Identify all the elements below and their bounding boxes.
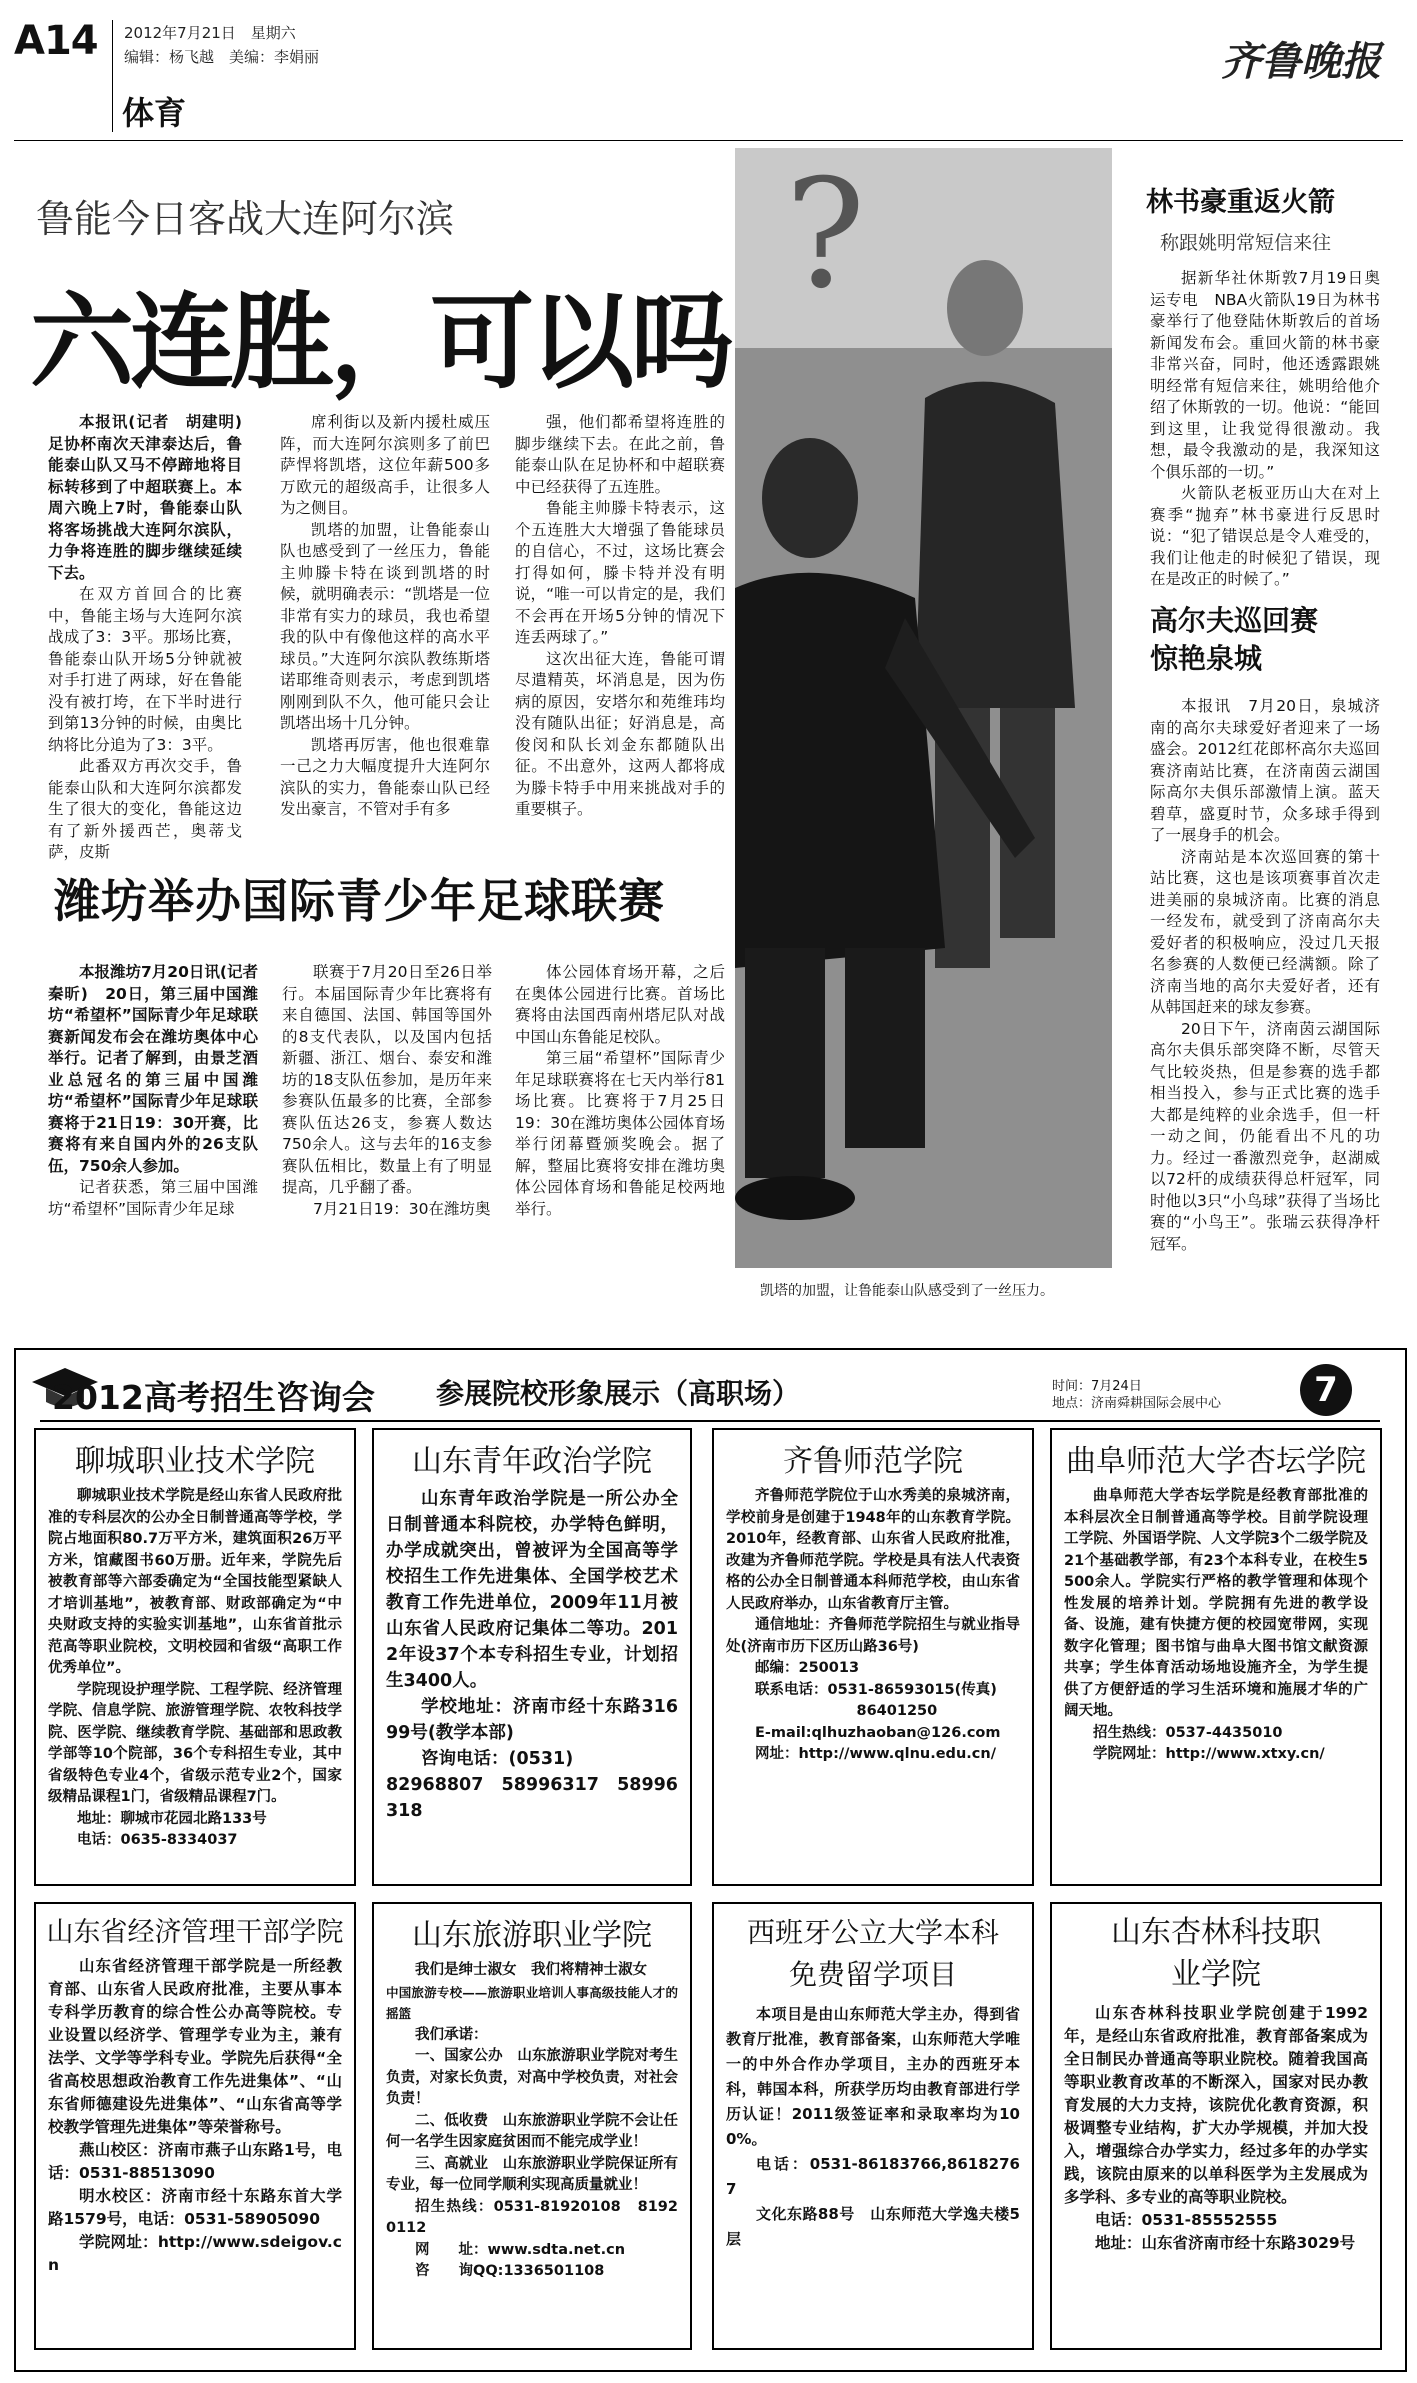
paragraph: 本报讯(记者 胡建明) 足协杯南次天津泰达后，鲁能泰山队又马不停蹄地将目标转移到了中超联赛上。本周六晚上7时，鲁能泰山队将客场挑战大连阿尔滨队，力争将连胜的脚步继续延续下去。 [48, 413, 258, 582]
paragraph: 席利街以及新内援杜威压阵，而大连阿尔滨则多了前巴萨悍将凯塔，这位年薪500多万欧元的超级高手，让很多人为之侧目。 [280, 413, 490, 517]
email: E-mail:qlhuzhaoban@126.com [755, 1724, 1001, 1741]
paragraph: 山东杏林科技职业学院创建于1992年，是经山东省政府批准，教育部备案成为全日制民办普通高等职业院校。随着我国高等职业教育改革的不断深入，国家对民办教育发展的大力支持，该院优化教育资源，积极调整专业结构，扩大办学规模，并加大投入，增强综合办学实力，经过多年的办学实践，该院由原来的以单科医学为主发展成为多学科、多专业的高等职业院校。 [1064, 2004, 1368, 2206]
sidebar-headline-lin: 林书豪重返火箭 [1146, 187, 1335, 218]
paragraph: 凯塔再厉害，他也很难靠一己之力大幅度提升大连阿尔滨队的实力，鲁能泰山队已经发出豪言，不管对手有多 [280, 735, 490, 818]
website: 网 址：www.sdta.net.cn [415, 2241, 626, 2258]
school-card-xinglin [1050, 1902, 1382, 2350]
ad-time: 时间：7月24日 [1052, 1379, 1142, 1394]
school-card-qilu [712, 1428, 1034, 1886]
paragraph: 第三届“希望杯”国际青少年足球联赛将在七天内举行81场比赛。比赛将于7月25日19：30在潍坊奥体公园体育场举行闭幕暨颁奖晚会。据了解，整届比赛将安排在潍坊奥体公园体育场和鲁能足校两地举行。 [515, 1049, 725, 1218]
promise-2: 二、低收费 山东旅游职业学院不会让任何一名学生因家庭贫困而不能完成学业！ [386, 2112, 678, 2150]
weifang-column-1 [48, 962, 274, 1220]
main-story-column-1 [48, 412, 258, 864]
school-description [1052, 1996, 1380, 2255]
school-description [374, 1480, 690, 1824]
paragraph: 体公园体育场开幕，之后在奥体公园进行比赛。首场比赛将由法国西南州塔尼队对战中国山东鲁能足校队。 [515, 963, 725, 1046]
ad-title: 2012高考招生咨询会 [52, 1378, 375, 1417]
website: 网址：http://www.qlnu.edu.cn/ [755, 1746, 996, 1762]
postcode: 邮编：250013 [755, 1660, 860, 1676]
promise-3: 三、高就业 山东旅游职业学院保证所有专业，每一位同学顺利实现高质量就业！ [386, 2155, 678, 2193]
website: 学院网址：http://www.xtxy.cn/ [1093, 1746, 1325, 1762]
story-kicker: 鲁能今日客战大连阿尔滨 [36, 197, 455, 241]
paragraph: 凯塔的加盟，让鲁能泰山队也感受到了一丝压力，鲁能主帅滕卡特在谈到凯塔的时候，就明确表示：“凯塔是一位非常有实力的球员，我也希望我的队中有像他这样的高水平球员。”大连阿尔滨队教练斯塔诺耶维奇则表示，考虑到凯塔刚刚到队不久，他可能只会让凯塔出场十几分钟。 [280, 520, 490, 732]
school-name: 聊城职业技术学院 [75, 1444, 315, 1479]
address: 地址：聊城市花园北路133号 [77, 1810, 267, 1827]
paragraph: 鲁能主帅滕卡特表示，这个五连胜大大增强了鲁能球员的自信心，不过，这场比赛会打得如何，滕卡特并没有明说，“唯一可以肯定的是，我们不会再在开场5分钟的情况下连丢两球了。” [515, 499, 725, 646]
paragraph: 火箭队老板亚历山大在对上赛季“抛弃”林书豪进行反思时说：“犯了错误总是令人难受的，我们让他走的时候犯了错误，现在是改正的时候了。” [1150, 484, 1380, 588]
phone: 联系电话：0531-86593015(传真) [755, 1681, 997, 1698]
phone: 电话：0531-85552555 [1095, 2211, 1278, 2229]
phone-2: 86401250 [856, 1703, 938, 1719]
school-card-lvyou [372, 1902, 692, 2350]
header-rule [14, 140, 1403, 141]
promise-1: 一、国家公办 山东旅游职业学院对考生负责，对家长负责，对高中学校负责，对社会负责！ [386, 2048, 678, 2107]
paragraph: 齐鲁师范学院位于山水秀美的泉城济南，学校前身是创建于1948年的山东教育学院。2010年，经教育部、山东省人民政府批准，改建为齐鲁师范学院。学校是具有法人代表资格的公办全日制普通本科师范学校，由山东省人民政府举办，山东省教育厅主管。 [726, 1488, 1020, 1612]
paragraph: 聊城职业技术学院是经山东省人民政府批准的专科层次的公办全日制普通高等学校，学院占地面积80.7万平方米，建筑面积26万平方米，馆藏图书60万册。近年来，学院先后被教育部等六部委确定为“全国技能型紧缺人才培训基地”，被教育部、财政部确定为“中央财政支持的实验实训基地”，山东省首批示范高等职业院校，文明校园和省级“高职工作优秀单位”。 [48, 1488, 342, 1676]
ad-subtitle: 参展院校形象展示（高职场） [436, 1377, 801, 1410]
school-description [36, 1949, 354, 2277]
school-card-qingnian [372, 1428, 692, 1886]
paragraph: 7月21日19：30在潍坊奥 [313, 1199, 491, 1218]
school-name: 曲阜师范大学杏坛学院 [1066, 1444, 1366, 1479]
phone-numbers: 82968807 58996317 58996318 [386, 1775, 678, 1821]
slogan: 我们是绅士淑女 我们将精神士淑女 [415, 1962, 647, 1978]
school-card-jingji [34, 1902, 356, 2350]
paragraph: 济南站是本次巡回赛的第十站比赛，这也是该项赛事首次走进美丽的泉城济南。比赛的消息一经发布，就受到了济南高尔夫爱好者的积极响应，没过几天报名参赛的人数便已经满额。除了济南当地的高尔夫爱好者，还有从韩国赶来的球友参赛。 [1150, 847, 1380, 1016]
paragraph: 曲阜师范大学杏坛学院是经教育部批准的本科层次全日制普通高等学校。目前学院设理工学院、外国语学院、人文学院3个二级学院及21个基础教学部，有23个本科专业，在校生5500余人。学院实行严格的教学管理和体现个性发展的培养计划。学院拥有先进的教学设备、设施，建有快捷方便的校园宽带网，实现数字化管理；图书馆与曲阜大图书馆文献资源共享；学生体育活动场地设施齐全，为学生提供了方便舒适的学习生活环境和施展才华的广阔天地。 [1064, 1488, 1368, 1719]
main-story-column-2 [280, 412, 490, 821]
school-name: 西班牙公立大学本科免费留学项目 [746, 1917, 999, 1990]
phone: 招生热线：0531-81920108 81920112 [386, 2198, 678, 2236]
tagline: 中国旅游专校——旅游职业培训人事高级技能人才的摇篮 [386, 1984, 678, 2021]
question-mark-graphic: ? [785, 148, 866, 322]
sidebar-story-golf [1150, 696, 1380, 1255]
phone: 招生热线：0537-4435010 [1093, 1724, 1283, 1741]
ad-schedule [1052, 1378, 1221, 1412]
school-description [374, 1954, 690, 2283]
ad-issue-number-badge: 7 [1300, 1364, 1352, 1416]
paragraph: 强，他们都希望将连胜的脚步继续下去。在此之前，鲁能泰山队在足协杯和中超联赛中已经获得了五连胜。 [515, 413, 725, 496]
school-description [714, 1996, 1032, 2252]
photo-caption: 凯塔的加盟，让鲁能泰山队感受到了一丝压力。 [760, 1283, 1054, 1299]
school-card-xingtan [1050, 1428, 1382, 1886]
date-line: 2012年7月21日 星期六 [124, 24, 296, 42]
paragraph: 20日下午，济南茵云湖国际高尔夫俱乐部突降不断，尽管天气比较炎热，但是参赛的选手都相当投入，参与正式比赛的选手大都是纯粹的业余选手，但一杆一动之间，仍能看出不凡的功力。经过一番激烈竞争，赵湖威以72杆的成绩获得总杆冠军，同时他以3只“小鸟球”获得了当场比赛的“小鸟王”。张瑞云获得净杆冠军。 [1150, 1019, 1380, 1253]
header-divider [112, 20, 113, 132]
qq: 咨 询QQ:1336501108 [415, 2263, 605, 2279]
sidebar-subtitle-lin: 称跟姚明常短信来往 [1160, 232, 1332, 254]
paragraph: 本项目是由山东师范大学主办，得到省教育厅批准，教育部备案，山东师范大学唯一的中外合作办学项目，主办的西班牙本科，韩国本科，所获学历均由教育部进行学历认证！2011级签证率和录取率均为100%。 [726, 2005, 1020, 2148]
weifang-headline: 潍坊举办国际青少年足球联赛 [54, 874, 665, 928]
paragraph: 学院现设护理学院、工程学院、经济管理学院、信息学院、旅游管理学院、农牧科技学院、医学院、继续教育学院、基础部和思政教学部等10个院部，36个专科招生专业，其中省级特色专业4个，省级示范专业2个，国家级精品课程1门，省级精品课程7门。 [48, 1681, 342, 1805]
address: 文化东路88号 山东师范大学逸夫楼5层 [726, 2205, 1020, 2248]
school-name: 山东省经济管理干部学院 [46, 1917, 344, 1948]
paragraph: 这次出征大连，鲁能可谓尽遣精英，坏消息是，因为伤病的原因，安塔尔和苑维玮均没有随队出征；好消息是，高俊闵和队长刘金东都随队出征。不出意外，这两人都将成为滕卡特手中用来挑战对手的重要棋子。 [515, 649, 725, 818]
phone-label: 咨询电话：(0531) [421, 1749, 574, 1769]
school-description [36, 1480, 354, 1852]
paragraph: 联赛于7月20日至26日举行。本届国际青少年比赛将有来自德国、法国、韩国等国外的8支代表队，以及国内包括新疆、浙江、烟台、泰安和潍坊的18支队伍参加，是历年来参赛队伍最多的比赛，全部参赛队伍达26支，参赛人数达750余人。这与去年的16支参赛队伍相比，数量上有了明显提高，几乎翻了番。 [282, 963, 492, 1196]
campus-yanshan: 燕山校区：济南市燕子山东路1号，电话：0531-88513090 [48, 2141, 342, 2182]
school-description [1052, 1480, 1380, 1766]
sidebar-headline-golf: 高尔夫巡回赛惊艳泉城 [1150, 604, 1319, 675]
weifang-column-2 [282, 962, 492, 1220]
newspaper-logo: 齐鲁晚报 [1221, 38, 1381, 85]
phone: 电话：0635-8334037 [77, 1832, 238, 1848]
ad-place: 地点：济南舜耕国际会展中心 [1052, 1396, 1222, 1411]
phone: 电话：0531-86183766,86182767 [726, 2155, 1020, 2198]
ad-divider [40, 1420, 1380, 1422]
school-name: 山东旅游职业学院 [412, 1918, 652, 1953]
sidebar-story-lin [1150, 268, 1380, 591]
school-name: 山东青年政治学院 [412, 1444, 652, 1479]
paragraph: 本报潍坊7月20日讯(记者 秦昕) 20日，第三届中国潍坊“希望杯”国际青少年足球联赛新闻发布会在潍坊奥体中心举行。记者了解到，由景芝酒业总冠名的第三届中国潍坊“希望杯”国际青少年足球联赛将于21日19：30开赛，比赛将有来自国内外的26支队伍，750余人参加。 [48, 963, 274, 1175]
promise-heading: 我们承诺： [415, 2026, 488, 2043]
campus-mingshui: 明水校区：济南市经十东路东首大学路1579号，电话：0531-58905090 [48, 2187, 342, 2228]
weifang-column-3 [515, 962, 725, 1220]
address: 通信地址：齐鲁师范学院招生与就业指导处(济南市历下区历山路36号) [726, 1617, 1020, 1655]
school-description [714, 1480, 1032, 1766]
school-card-liaocheng [34, 1428, 356, 1886]
section-name: 体育 [122, 94, 187, 132]
address: 地址：山东省济南市经十东路3029号 [1095, 2234, 1356, 2252]
editor-line: 编辑：杨飞越 美编：李娟丽 [124, 48, 320, 66]
paragraph: 山东省经济管理干部学院是一所经教育部、山东省人民政府批准，主要从事本专科学历教育的综合性公办高等院校。专业设置以经济学、管理学专业为主，兼有法学、文学等学科专业。学院先后获得“全省高校思想政治教育工作先进集体”、“山东省师德建设先进集体”、“山东省高等学校教学管理先进集体”等荣誉称号。 [48, 1957, 342, 2136]
paragraph: 山东青年政治学院是一所公办全日制普通本科院校，办学特色鲜明，办学成就突出，曾被评为全国高等学校招生工作先进集体、全国学校艺术教育工作先进单位，2009年11月被山东省人民政府记集体二等功。2012年设37个本专科招生专业，计划招生3400人。 [386, 1489, 678, 1691]
paragraph: 在双方首回合的比赛中，鲁能主场与大连阿尔滨战成了3：3平。那场比赛，鲁能泰山队开场5分钟就被对手打进了两球，好在鲁能没有被打垮，在下半时进行到第13分钟的时候，由奥比纳将比分追为了3：3平。 [48, 585, 242, 754]
school-card-spain [712, 1902, 1034, 2350]
page-number: A14 [14, 18, 98, 64]
paragraph: 本报讯 7月20日，泉城济南的高尔夫球爱好者迎来了一场盛会。2012红花郎杯高尔夫巡回赛济南站比赛，在济南茵云湖国际高尔夫俱乐部激情上演。蓝天碧草，盛夏时节，众多球手得到了一展身手的机会。 [1150, 697, 1380, 844]
paragraph: 记者获悉，第三届中国潍坊“希望杯”国际青少年足球 [48, 1178, 258, 1218]
website: 学院网址：http://www.sdeigov.cn [48, 2233, 342, 2274]
paragraph: 据新华社休斯敦7月19日奥运专电 NBA火箭队19日为林书豪举行了他登陆休斯敦后的首场新闻发布会。重回火箭的林书豪非常兴奋，同时，他还透露跟姚明经常有短信来往，姚明给他介绍了休斯敦的一切。他说：“能回到这里，让我觉得很激动。我想，最令我激动的是，我深知这个俱乐部的一切。” [1150, 269, 1380, 481]
story-headline: 六连胜，可以吗 [30, 280, 731, 403]
address: 学校地址：济南市经十东路31699号(教学本部) [386, 1697, 678, 1743]
school-name: 齐鲁师范学院 [783, 1444, 963, 1479]
school-name: 山东杏林科技职业学院 [1111, 1915, 1321, 1992]
paragraph: 此番双方再次交手，鲁能泰山队和大连阿尔滨都发生了很大的变化，鲁能这边有了新外援西芒，奥蒂戈萨，皮斯 [48, 757, 242, 861]
main-story-column-3 [515, 412, 725, 821]
